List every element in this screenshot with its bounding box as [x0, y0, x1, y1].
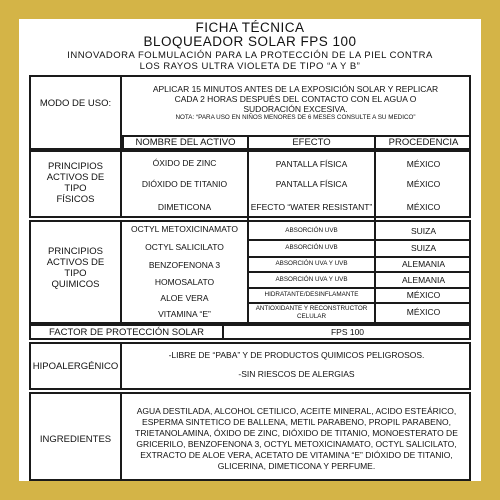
quimicos-procedencia-1: SUIZA	[410, 243, 437, 253]
modo-uso-text-3: SUDORACIÓN EXCESIVA.	[243, 104, 348, 114]
modo-uso-label: MODO DE USO:	[39, 98, 112, 109]
quimicos-nombre-3: HOMOSALATO	[154, 277, 215, 287]
ingredientes-line-5: GLICERINA, DIMETICONA Y PERFUME.	[217, 461, 376, 471]
hipo-line-2: -SIN RIESCOS DE ALERGIAS	[238, 369, 355, 379]
modo-uso-note: NOTA: “PARA USO EN NIÑOS MENORES DE 6 MESES CONSULTE A SU MEDICO”	[175, 114, 416, 121]
quimicos-label-2: ACTIVOS DE	[46, 257, 105, 268]
subtitle-line-1: INNOVADORA FOLMULACIÓN PARA LA PROTECCIÓN DE LA PIEL CONTRA	[67, 50, 433, 61]
fisicos-efecto-0: PANTALLA FÍSICA	[275, 159, 348, 169]
quimicos-procedencia-5: MÉXICO	[406, 307, 441, 317]
fisicos-label-2: ACTIVOS DE	[46, 172, 105, 183]
quimicos-nombre-4: ALOE VERA	[160, 293, 209, 303]
fisicos-nombre-0: ÓXIDO DE ZINC	[152, 158, 217, 168]
divider	[249, 256, 471, 258]
quimicos-nombre-5: VITAMINA “E”	[158, 309, 211, 319]
fisicos-label-1: PRINCIPIOS	[48, 161, 103, 172]
ingredientes-line-3: GRICERILO, BENZOFENONA 3, OCTYL METOXICINAMATO, OCTYL SALICILATO,	[136, 439, 457, 449]
hipo-label: HIPOALERGÉNICO	[32, 361, 119, 372]
divider	[249, 271, 471, 273]
fisicos-procedencia-2: MÉXICO	[406, 202, 441, 212]
quimicos-procedencia-4: MÉXICO	[406, 290, 441, 300]
factor-value: FPS 100	[330, 327, 365, 337]
subtitle-line-2: LOS RAYOS ULTRA VIOLETA DE TIPO “A Y B”	[139, 61, 361, 72]
quimicos-label-4: QUIMICOS	[51, 279, 100, 290]
quimicos-nombre-1: OCTYL SALICILATO	[145, 242, 224, 252]
product-title: BLOQUEADOR SOLAR FPS 100	[143, 34, 357, 49]
factor-label: FACTOR DE PROTECCIÓN SOLAR	[48, 327, 204, 338]
quimicos-nombre-2: BENZOFENONA 3	[148, 260, 221, 270]
modo-uso-text-1: APLICAR 15 MINUTOS ANTES DE LA EXPOSICIÓN SOLAR Y REPLICAR	[152, 84, 439, 94]
modo-uso-text-2: CADA 2 HORAS DESPUÉS DEL CONTACTO CON EL AGUA O	[174, 94, 417, 104]
ingredientes-line-4: EXTRACTO DE ALOE VERA, ACETATO DE VITAMINA “E” DIÓXIDO DE TITANIO,	[140, 450, 453, 460]
ingredientes-line-2: TRIETANOLAMINA, ÓXIDO DE ZINC, DIÓXIDO DE TITANIO, MONOESTERATO DE	[135, 428, 458, 438]
quimicos-efecto-1: ABSORCIÓN UVB	[285, 244, 338, 251]
quimicos-efecto-0: ABSORCIÓN UVB	[285, 227, 338, 234]
sheet-title: FICHA TÉCNICA	[195, 20, 305, 35]
quimicos-efecto-5a: ANTIOXIDANTE Y RECONSTRUCTOR	[255, 305, 368, 312]
ingredientes-line-1: ESPERMA SINTETICO DE BALLENA, METIL PARABENO, PROPIL PARABENO,	[142, 417, 451, 427]
quimicos-efecto-4: HIDRATANTE/DESINFLAMANTE	[264, 291, 359, 298]
fisicos-nombre-2: DIMETICONA	[157, 202, 212, 212]
fisicos-procedencia-0: MÉXICO	[406, 159, 441, 169]
fisicos-label-4: FÍSICOS	[56, 194, 95, 205]
divider	[249, 287, 471, 289]
quimicos-procedencia-3: ALEMANIA	[402, 275, 445, 285]
fisicos-procedencia-1: MÉXICO	[406, 179, 441, 189]
quimicos-efecto-3: ABSORCIÓN UVA Y UVB	[275, 276, 348, 283]
data-sheet	[19, 19, 481, 481]
quimicos-procedencia-0: SUIZA	[410, 226, 437, 236]
divider	[249, 239, 471, 241]
ingredientes-label: INGREDIENTES	[39, 434, 112, 445]
fisicos-efecto-1: PANTALLA FÍSICA	[275, 179, 348, 189]
quimicos-label-1: PRINCIPIOS	[48, 246, 103, 257]
quimicos-efecto-2: ABSORCIÓN UVA Y UVB	[275, 260, 348, 267]
fisicos-label-3: TIPO	[64, 183, 87, 194]
fisicos-efecto-2: EFECTO “WATER RESISTANT”	[250, 202, 373, 212]
quimicos-label-3: TIPO	[64, 268, 87, 279]
ingredientes-line-0: AGUA DESTILADA, ALCOHOL CETILICO, ACEITE MINERAL, ACIDO ESTEÁRICO,	[136, 406, 457, 416]
column-efecto: EFECTO	[292, 137, 331, 148]
fisicos-nombre-1: DIÓXIDO DE TITANIO	[141, 179, 228, 189]
hipo-line-1: -LIBRE DE “PABA” Y DE PRODUCTOS QUIMICOS PELIGROSOS.	[168, 350, 425, 360]
quimicos-procedencia-2: ALEMANIA	[402, 259, 445, 269]
column-nombre: NOMBRE DEL ACTIVO	[135, 137, 236, 148]
quimicos-efecto-5b: CELULAR	[296, 313, 327, 320]
quimicos-nombre-0: OCTYL METOXICINAMATO	[131, 224, 238, 234]
column-procedencia: PROCEDENCIA	[388, 137, 459, 148]
divider	[249, 302, 471, 304]
